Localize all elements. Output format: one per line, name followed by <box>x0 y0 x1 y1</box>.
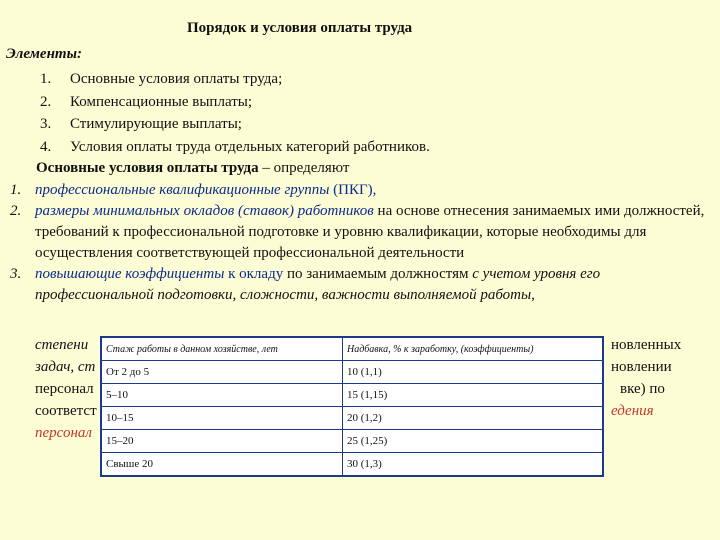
item-number: 3. <box>40 116 52 132</box>
text-fragment: едения <box>611 403 654 419</box>
item-number: 1. <box>10 182 22 198</box>
list-item <box>40 68 430 91</box>
slide-title: Порядок и условия оплаты труда <box>187 20 413 36</box>
table-cell: 25 (1,25) <box>343 430 604 453</box>
table-cell: От 2 до 5 <box>101 361 343 384</box>
table-cell: 15–20 <box>101 430 343 453</box>
table-row <box>101 361 603 384</box>
item-number: 3. <box>10 266 22 282</box>
text-fragment: задач, ст <box>35 359 96 375</box>
text-fragment: персонал <box>35 425 92 441</box>
elements-list <box>40 68 430 158</box>
table-header-row <box>101 337 603 361</box>
criteria-list <box>10 180 710 306</box>
criteria-item <box>10 180 710 201</box>
criteria-italic-text: с учетом уровня его профессиональной подготовки, сложности, важности выполняемой работы, <box>35 266 601 303</box>
table-cell: 5–10 <box>101 384 343 407</box>
basic-conditions-rest: – определяют <box>258 160 350 176</box>
item-text: Условия оплаты труда отдельных категорий работников. <box>70 138 430 155</box>
seniority-bonus-table <box>100 336 604 477</box>
table-cell: 10–15 <box>101 407 343 430</box>
column-header: Надбавка, % к заработку, (коэффициенты) <box>343 337 604 361</box>
table-cell: 30 (1,3) <box>343 453 604 477</box>
criteria-term: размеры минимальных окладов (ставок) работников <box>35 203 374 219</box>
table-cell: Свыше 20 <box>101 453 343 477</box>
item-text: Стимулирующие выплаты; <box>70 116 242 132</box>
criteria-text: по занимаемым должностям <box>283 266 473 282</box>
list-item <box>40 136 430 159</box>
item-number: 1. <box>40 71 52 87</box>
elements-heading: Элементы: <box>6 46 82 62</box>
table-row <box>101 430 603 453</box>
item-number: 2. <box>10 203 22 219</box>
list-item <box>40 91 430 114</box>
item-text: Основные условия оплаты труда; <box>70 71 283 87</box>
text-fragment: персонал <box>35 381 94 397</box>
table-row <box>101 384 603 407</box>
table-cell: 10 (1,1) <box>343 361 604 384</box>
criteria-term-suffix: к окладу <box>224 266 284 282</box>
item-number: 4. <box>40 138 52 155</box>
criteria-item <box>10 201 710 264</box>
text-fragment: новленных <box>611 337 682 353</box>
text-fragment: соответст <box>35 403 97 419</box>
column-header: Стаж работы в данном хозяйстве, лет <box>101 337 343 361</box>
basic-conditions-intro <box>36 160 349 177</box>
text-fragment: степени <box>35 337 89 353</box>
criteria-item <box>10 264 710 306</box>
item-text: Компенсационные выплаты; <box>70 93 253 110</box>
criteria-term: профессиональные квалификационные группы <box>35 182 334 198</box>
criteria-term: повышающие коэффициенты <box>35 266 225 282</box>
text-fragment: вке) по <box>620 381 665 397</box>
basic-conditions-bold: Основные условия оплаты труда <box>36 160 259 176</box>
text-fragment: новлении <box>611 359 672 375</box>
table-row <box>101 453 603 477</box>
table-row <box>101 407 603 430</box>
table-cell: 15 (1,15) <box>343 384 604 407</box>
item-number: 2. <box>40 93 52 110</box>
criteria-text: на основе отнесения занимаемых ими должностей, требований к профессиональной подготовке и уровню квалификации, которые необходимы для осуществления соответствующей профессиональной деятельности <box>35 203 705 261</box>
list-item <box>40 113 430 136</box>
table-cell: 20 (1,2) <box>343 407 604 430</box>
criteria-abbr: (ПКГ), <box>333 182 377 198</box>
